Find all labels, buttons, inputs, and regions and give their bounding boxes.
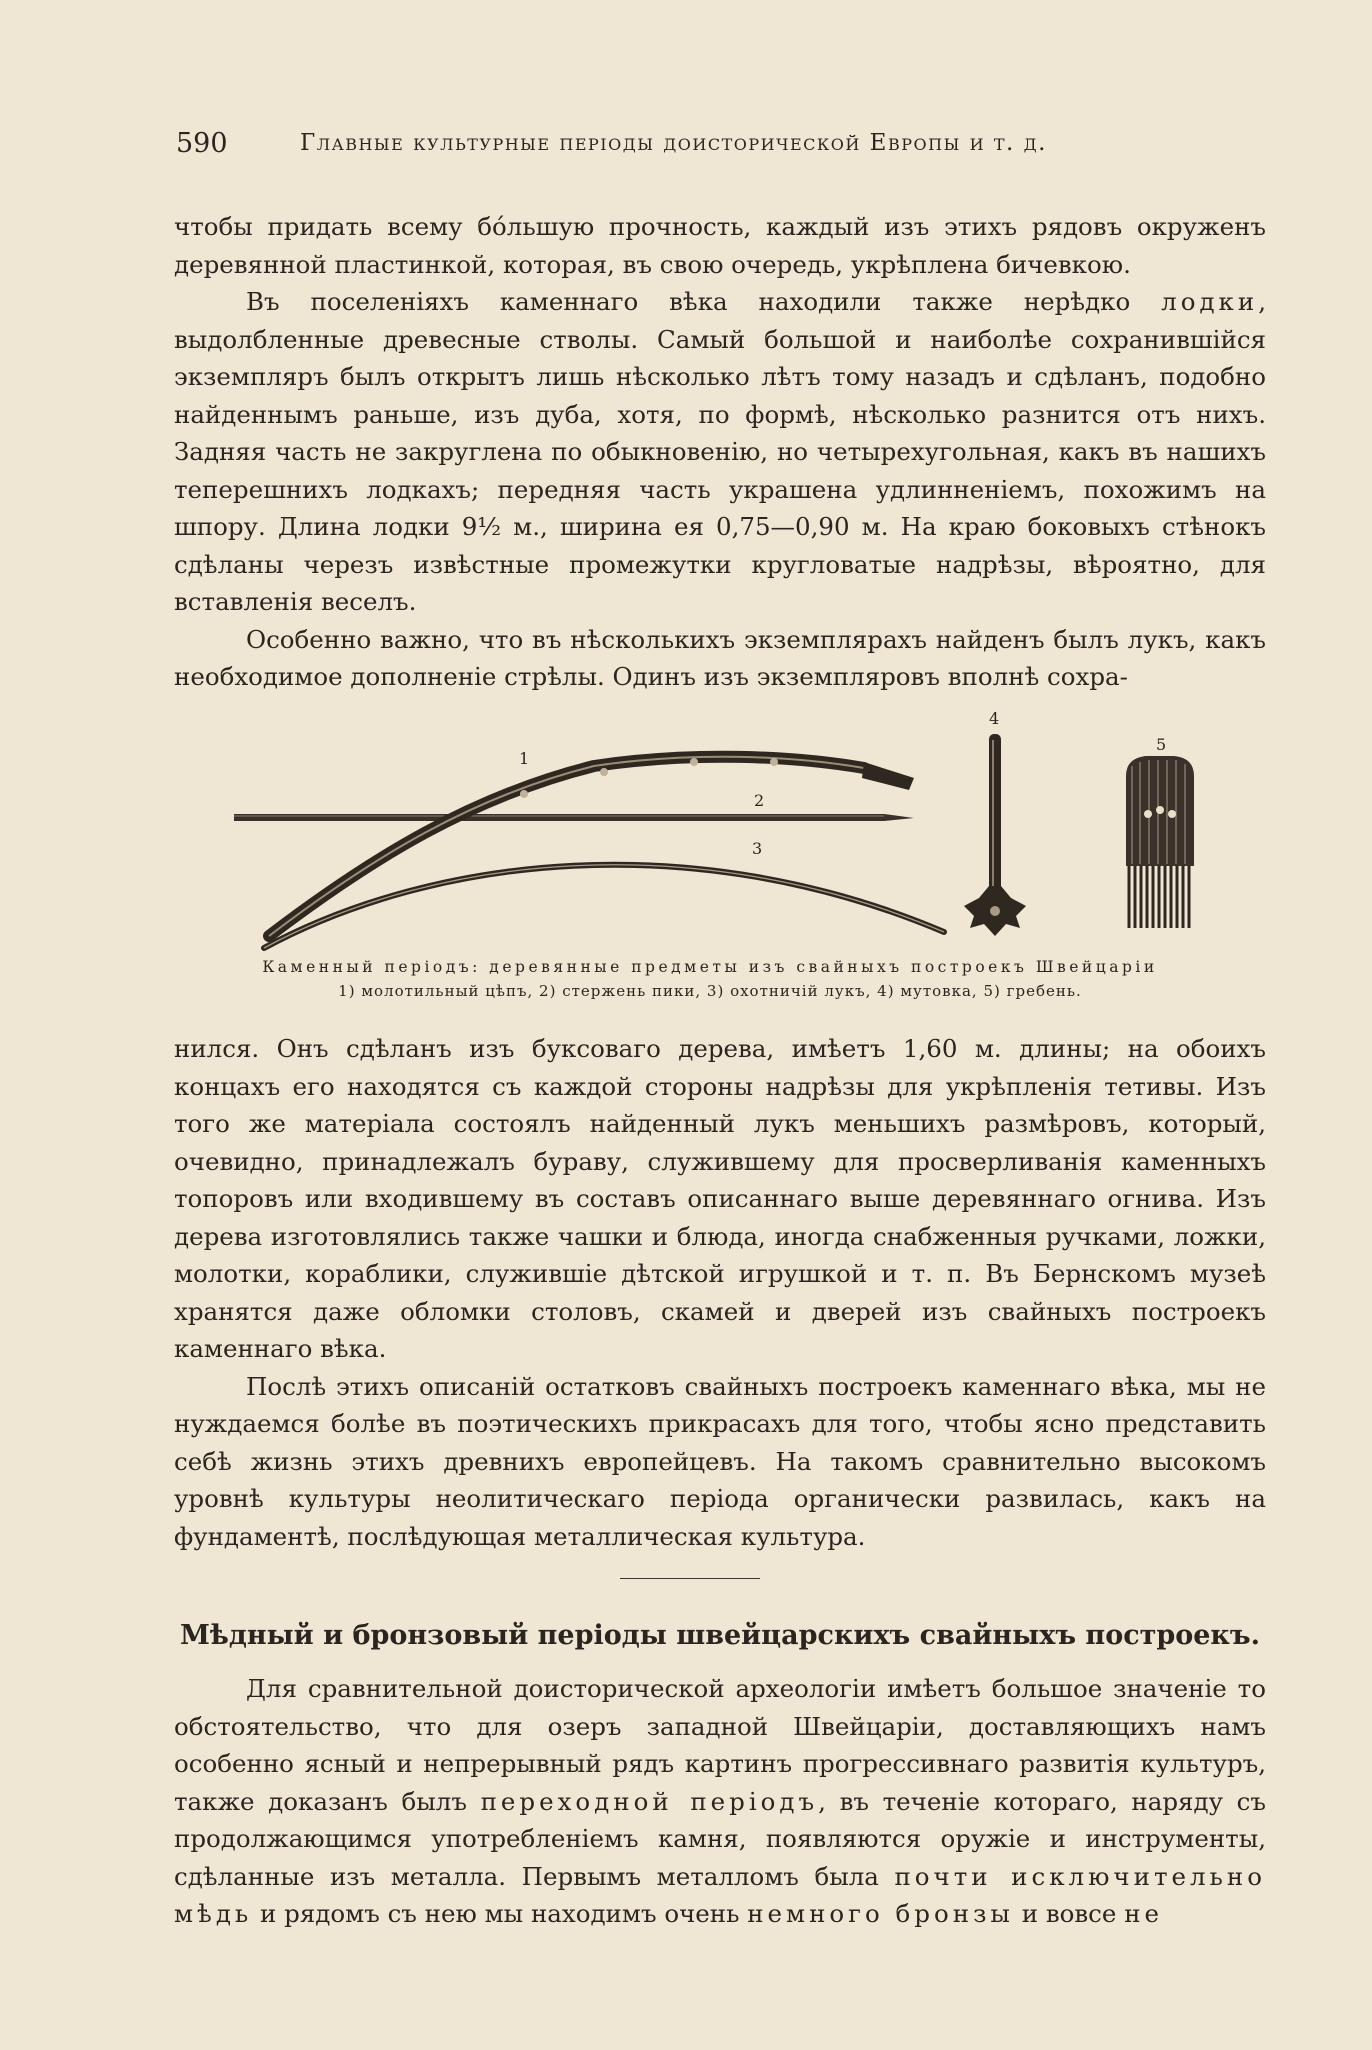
text-run: Въ поселеніяхъ каменнаго вѣка находили также нерѣдко xyxy=(246,287,1162,316)
figure-wooden-objects xyxy=(174,706,1266,966)
text-block-bottom xyxy=(174,1670,1266,1933)
figure-caption xyxy=(150,958,1270,1000)
section-heading: Мѣдный и бронзовый періоды швейцарскихъ свайныхъ построекъ. xyxy=(179,1620,1261,1651)
comb-illustration xyxy=(1126,756,1194,928)
text-run: , въ теченіе котораго, наряду съ продолжающимся употребленіемъ камня, появляются оружіе и инструменты, сдѣланные изъ металла. Первымъ металломъ была xyxy=(174,1786,1266,1891)
paragraph-bow: Особенно важно, что въ нѣсколькихъ экземплярахъ найденъ былъ лукъ, какъ необходимое дополненіе стрѣлы. Одинъ изъ экземпляровъ вполнѣ сохра- xyxy=(174,624,1266,691)
flail-illustration xyxy=(269,757,914,936)
figure-label-5: 5 xyxy=(1156,735,1167,754)
bow-illustration xyxy=(264,865,944,948)
spear-shaft-illustration xyxy=(234,814,914,821)
paragraph xyxy=(174,1670,1266,1933)
page-number: 590 xyxy=(176,128,228,159)
text-run: и вовсе xyxy=(1013,1899,1125,1928)
spaced-emphasis: не xyxy=(1124,1899,1164,1928)
paragraph: чтобы придать всему бóльшую прочность, каждый изъ этихъ рядовъ окруженъ деревянной пластинкой, которая, въ свою очередь, укрѣплена бичевкою. xyxy=(174,212,1266,279)
paragraph-boats xyxy=(174,283,1266,621)
running-title: Главные культурные періоды доисторической Европы и т. д. xyxy=(300,130,1047,156)
paragraph: нился. Онъ сдѣланъ изъ буксоваго дерева, имѣетъ 1,60 м. длины; на обоихъ концахъ его находятся съ каждой стороны надрѣзы для укрѣпленія тетивы. Изъ того же матеріала состоялъ найденный лукъ меньшихъ размѣровъ, который, очевидно, принадлежалъ бураву, служившему для просверливанія каменныхъ топоровъ или входившему въ составъ описаннаго выше деревяннаго огнива. Изъ дерева изготовлялись также чашки и блюда, иногда снабженныя ручками, ложки, молотки, кораблики, служившіе дѣтской игрушкой и т. п. Въ Бернскомъ музеѣ хранятся даже обломки столовъ, скамей и дверей изъ свайныхъ построекъ каменнаго вѣка. xyxy=(174,1034,1266,1363)
spaced-emphasis: переходной періодъ xyxy=(480,1786,819,1816)
figure-label-1: 1 xyxy=(519,749,530,768)
text-block-middle xyxy=(174,1030,1266,1555)
text-run: Для сравнительной доисторической археологіи имѣетъ большое значеніе то обстоятельство, что для озеръ западной Швейцаріи, доставляющихъ намъ особенно ясный и непрерывный рядъ картинъ прогрессивнаго развитія культуръ, также доказанъ былъ xyxy=(174,1674,1266,1816)
text-run: и рядомъ съ нею мы находимъ очень xyxy=(252,1899,748,1928)
paragraph: Послѣ этихъ описаній остатковъ свайныхъ построекъ каменнаго вѣка, мы не нуждаемся болѣе въ поэтическихъ прикрасахъ для того, чтобы ясно представить себѣ жизнь этихъ древнихъ европейцевъ. На такомъ сравнительно высокомъ уровнѣ культуры неолитическаго періода органически развилась, какъ на фундаментѣ, послѣдующая металлическая культура. xyxy=(174,1371,1266,1551)
caption-title: Каменный періодъ: деревянные предметы изъ свайныхъ построекъ Швейцаріи xyxy=(262,958,1158,976)
figure-label-4: 4 xyxy=(989,709,1000,728)
caption-items: 1) молотильный цѣпъ, 2) стержень пики, 3) охотничій лукъ, 4) мутовка, 5) гребень. xyxy=(338,982,1082,1000)
text-block-top xyxy=(174,208,1266,696)
spaced-emphasis: немного бронзы xyxy=(747,1899,1014,1928)
spaced-emphasis: почти исключительно мѣдь xyxy=(174,1861,1266,1928)
text-run: , выдолбленные древесные стволы. Самый большой и наиболѣе сохранившійся экземпляръ былъ открытъ лишь нѣсколько лѣтъ тому назадъ и сдѣланъ, подобно найденнымъ раньше, изъ дуба, хотя, по формѣ, нѣсколько разнится отъ нихъ. Задняя часть не закруглена по обыкновенію, но четырехугольная, какъ въ нашихъ теперешнихъ лодкахъ; передняя часть украшена удлинненіемъ, похожимъ на шпору. Длина лодки 9½ м., ширина ея 0,75—0,90 м. На краю боковыхъ стѣнокъ сдѣланы черезъ извѣстные промежутки кругловатые надрѣзы, вѣроятно, для вставленія веселъ. xyxy=(174,287,1266,616)
page-header xyxy=(176,128,1176,168)
section-divider xyxy=(620,1578,760,1579)
spaced-emphasis: лодки xyxy=(1161,287,1259,316)
figure-label-2: 2 xyxy=(754,791,765,810)
figure-label-3: 3 xyxy=(752,839,763,858)
whisk-illustration xyxy=(964,734,1026,936)
